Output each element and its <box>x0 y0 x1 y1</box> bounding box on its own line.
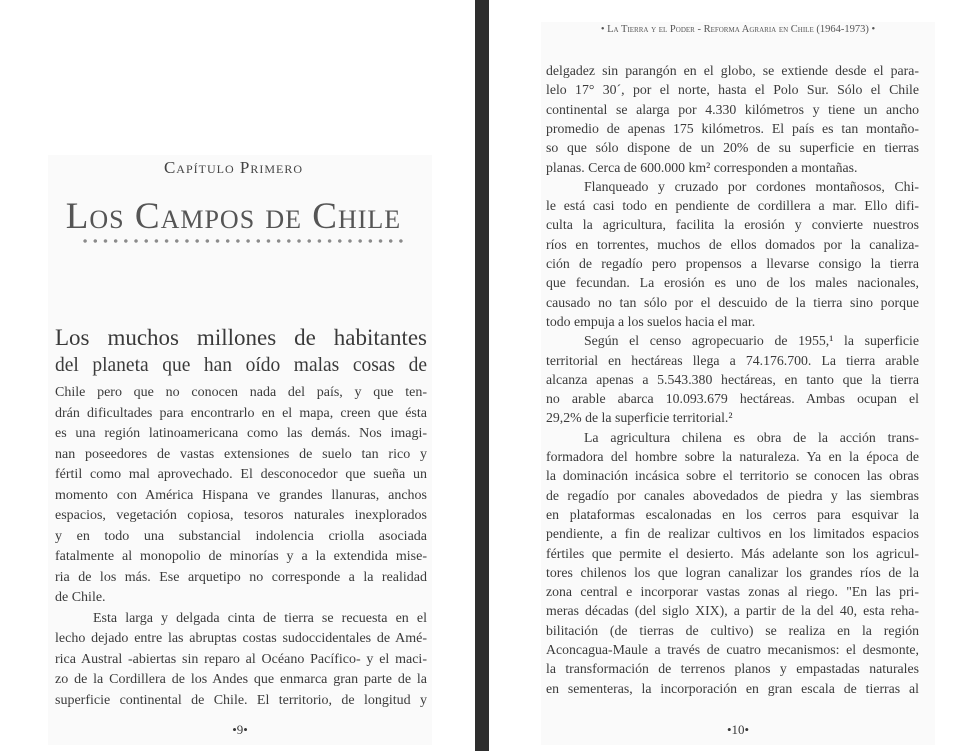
text-line: promedio de apenas 175 kilómetros. El país es tan montaño- <box>546 120 919 136</box>
page-spread-divider <box>475 0 489 751</box>
text-line: en sementeras, la incorporación en gran escala de tierras al <box>546 680 919 696</box>
text-line: de regadío por canales abovedados de piedra y las siembras <box>546 487 919 503</box>
dotted-rule <box>80 238 405 244</box>
text-line: pendiente, a fin de realizar cultivos en los limitados espacios <box>546 526 919 542</box>
text-line: Chile pero que no conocen nada del país, y que ten- <box>55 385 427 400</box>
text-line: fatalmente al monopolio de minorías y a la extendida mise- <box>55 549 427 564</box>
text-line: espacios, vegetación copiosa, tesoros naturales inexplorados <box>55 508 427 523</box>
text-line: causado no tan sólo por el descuido de la tierra sino porque <box>546 294 919 310</box>
text-line: continental se alarga por 4.330 kilómetros y tiene un ancho <box>546 101 919 117</box>
text-line: formadora del hombre sobre la naturaleza. Ya en la época de <box>546 449 919 464</box>
text-line: fértil como mal aprovechado. El desconocedor que sueña un <box>55 467 427 482</box>
text-line: ríos en torrentes, muchos de ellos domados por la canaliza- <box>546 236 919 252</box>
text-line: ria de los más. Ese arquetipo no corresponde a la realidad <box>55 569 427 585</box>
chapter-title: Los Campos de Chile <box>65 196 402 237</box>
text-line: alcanza apenas a 5.543.380 hectáreas, en tanto que la tierra <box>546 371 919 387</box>
text-line: superficie continental de Chile. El territorio, de longitud y <box>55 692 427 708</box>
text-line: tores chilenos los que logran canalizar los grandes ríos de la <box>546 564 919 580</box>
text-line: es una región latinoamericana como las demás. Nos imagi- <box>55 426 427 441</box>
text-line: zo de la Cordillera de los Andes que enmarca gran parte de la <box>55 672 427 687</box>
text-line: la dominación incásica sobre el territorio se conocen las obras <box>546 468 919 484</box>
text-line: todo empuja a los suelos hacia el mar. <box>546 313 756 329</box>
text-line: so que sólo dispone de un 20% de su superficie en tierras <box>546 140 919 156</box>
text-line: de Chile. <box>55 590 106 605</box>
text-line: que fecundan. La erosión es uno de los males nacionales, <box>546 275 919 291</box>
text-line: Según el censo agropecuario de 1955,¹ la superficie <box>584 333 919 349</box>
text-line: La agricultura chilena es obra de la acción trans- <box>584 429 919 445</box>
text-line: culta la agricultura, facilita la erosión y convierte nuestros <box>546 217 919 233</box>
text-line: no arable abarca 10.093.679 hectáreas. Ambas ocupan el <box>546 391 919 407</box>
text-line: nan poseedores de vastas extensiones de suelo tan rico y <box>55 446 427 462</box>
text-line: Esta larga y delgada cinta de tierra se recuesta en el <box>93 610 427 626</box>
text-line: le está casi todo en pendiente de cordillera a mar. Ello difi- <box>546 198 919 214</box>
text-line: zona central e incorporar vastas zonas al riego. "En las pri- <box>546 584 919 600</box>
text-line: 29,2% de la superficie territorial.² <box>546 410 733 426</box>
text-line: Aconcagua-Maule a través de cuatro mecanismos: el desmonte, <box>546 642 919 657</box>
page-number-right: •10• <box>726 722 750 737</box>
text-line: fértiles que permite el desierto. Más adelante son los agricul- <box>546 545 919 561</box>
text-line: lelo 17° 30´, por el norte, hasta el Polo Sur. Sólo el Chile <box>546 82 919 98</box>
text-line: territorial en hectáreas llega a 74.176.700. La tierra arable <box>546 352 919 368</box>
chapter-label: Capítulo Primero <box>163 158 304 177</box>
text-line: drán dificultades para encontrarlo en el mapa, creen que ésta <box>55 405 427 421</box>
lead-line: Los muchos millones de habitantes <box>55 325 427 350</box>
text-line: y en todo una substancial indolencia criolla asociada <box>55 528 427 544</box>
text-line: Flanqueado y cruzado por cordones montañosos, Chi- <box>584 178 919 194</box>
running-header: • La Tierra y el Poder - Reforma Agraria en Chile (1964-1973) • <box>600 24 876 35</box>
lead-line: del planeta que han oído malas cosas de <box>55 355 427 376</box>
text-line: bilitación (de tierras de cultivo) se realiza en la región <box>546 622 919 638</box>
text-line: ción de regadío pero propensos a llevarse consigo la tierra <box>546 256 919 271</box>
text-line: en plataformas escalonadas en los cerros para esquivar la <box>546 506 919 522</box>
text-line: rica Austral -abiertas sin reparo al Océano Pacífico- y el maci- <box>55 651 427 667</box>
page-number-left: •9• <box>232 722 248 737</box>
text-line: planas. Cerca de 600.000 km² corresponden a montañas. <box>546 159 858 175</box>
text-line: delgadez sin parangón en el globo, se extiende desde el para- <box>546 63 919 78</box>
text-line: momento con América Hispana ve grandes llanuras, anchos <box>55 487 427 503</box>
text-line: meras décadas (del siglo XIX), a partir de la del 40, esta reha- <box>546 603 919 619</box>
text-line: lecho dejado entre las abruptas costas sudoccidentales de Amé- <box>55 631 427 646</box>
text-line: la transformación de terrenos planos y empastadas naturales <box>546 661 919 677</box>
